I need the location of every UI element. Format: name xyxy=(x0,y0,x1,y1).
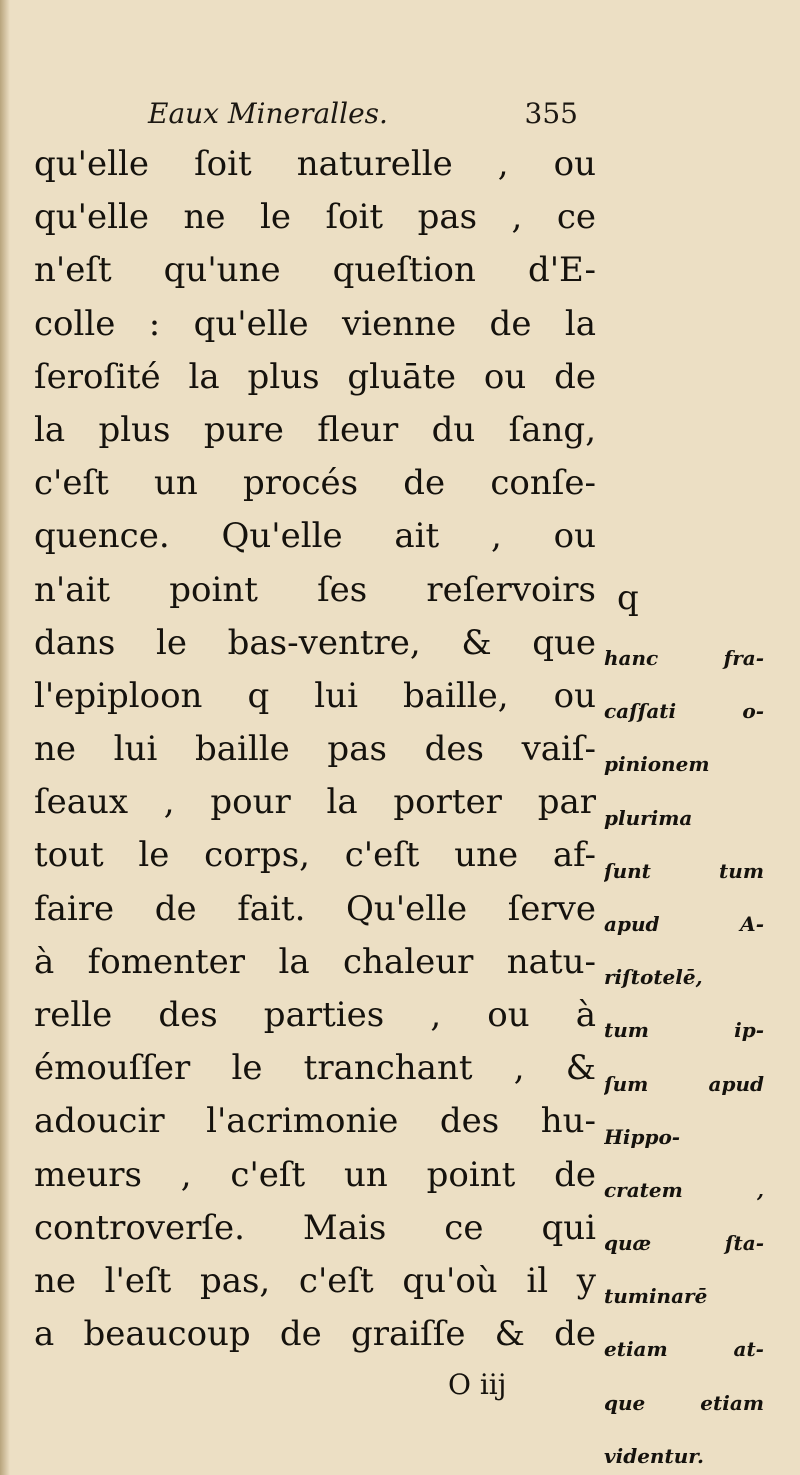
text-line: ſeroſité la plus gluāte ou de xyxy=(34,356,596,397)
text-line: ne lui baille pas des vaiſ- xyxy=(34,729,596,770)
text-line: relle des parties , ou à xyxy=(34,995,596,1035)
note-line: ſum apud xyxy=(604,1071,764,1096)
text-line: ſeaux , pour la porter par xyxy=(34,782,596,823)
text-line: a beaucoup de graiſſe & de xyxy=(34,1314,596,1355)
note-line: Hippo- xyxy=(604,1124,681,1149)
text-line: adoucir l'acrimonie des hu- xyxy=(34,1101,596,1142)
text-line: l'epiploon q lui baille, ou xyxy=(34,675,596,716)
marginal-note-marker: q xyxy=(617,578,639,618)
note-line: apud A- xyxy=(604,911,764,936)
note-line: ſunt tum xyxy=(604,858,764,883)
running-head: Eaux Mineralles. xyxy=(148,97,388,130)
text-line: ne l'eſt pas, c'eſt qu'où il y xyxy=(34,1260,596,1301)
note-line: videntur. xyxy=(604,1443,704,1468)
text-line: n'eſt qu'une queſtion d'E- xyxy=(34,250,596,291)
note-line: pinionem xyxy=(604,752,710,777)
note-line: tuminarē xyxy=(604,1284,708,1309)
signature-mark: O iij xyxy=(448,1368,507,1401)
note-line: que etiam xyxy=(604,1390,764,1415)
page-number: 355 xyxy=(524,97,578,130)
marginal-note xyxy=(604,632,764,1475)
note-line: cratem , xyxy=(604,1177,764,1202)
page-binding-edge xyxy=(0,0,10,1475)
text-line: c'eſt un procés de conſe- xyxy=(34,463,596,504)
text-line: quence. Qu'elle ait , ou xyxy=(34,516,596,557)
note-line: etiam at- xyxy=(604,1337,764,1362)
text-line: controverſe. Mais ce qui xyxy=(34,1207,596,1248)
text-line: à fomenter la chaleur natu- xyxy=(34,941,596,982)
text-line: qu'elle ſoit naturelle , ou xyxy=(34,144,596,184)
note-line: tum ip- xyxy=(604,1018,764,1043)
text-line: émouſſer le tranchant , & xyxy=(34,1048,596,1089)
body-text xyxy=(34,138,596,1361)
text-line: la plus pure fleur du ſang, xyxy=(34,409,596,450)
text-line: tout le corps, c'eſt une af- xyxy=(34,835,596,876)
note-line: plurima xyxy=(604,805,693,830)
note-line: riſtotelē, xyxy=(604,965,703,990)
text-line: colle : qu'elle vienne de la xyxy=(34,303,596,344)
text-line: faire de fait. Qu'elle ſerve xyxy=(34,888,596,929)
text-line: n'ait point ſes reſervoirs xyxy=(34,569,596,610)
text-line: meurs , c'eſt un point de xyxy=(34,1154,596,1195)
page-header xyxy=(148,92,578,136)
text-line: qu'elle ne le ſoit pas , ce xyxy=(34,197,596,238)
text-line: dans le bas-ventre, & que xyxy=(34,622,596,663)
note-line: hanc fra- xyxy=(604,646,764,670)
note-line: caſſati o- xyxy=(604,699,764,724)
note-line: quæ ſta- xyxy=(604,1231,764,1256)
